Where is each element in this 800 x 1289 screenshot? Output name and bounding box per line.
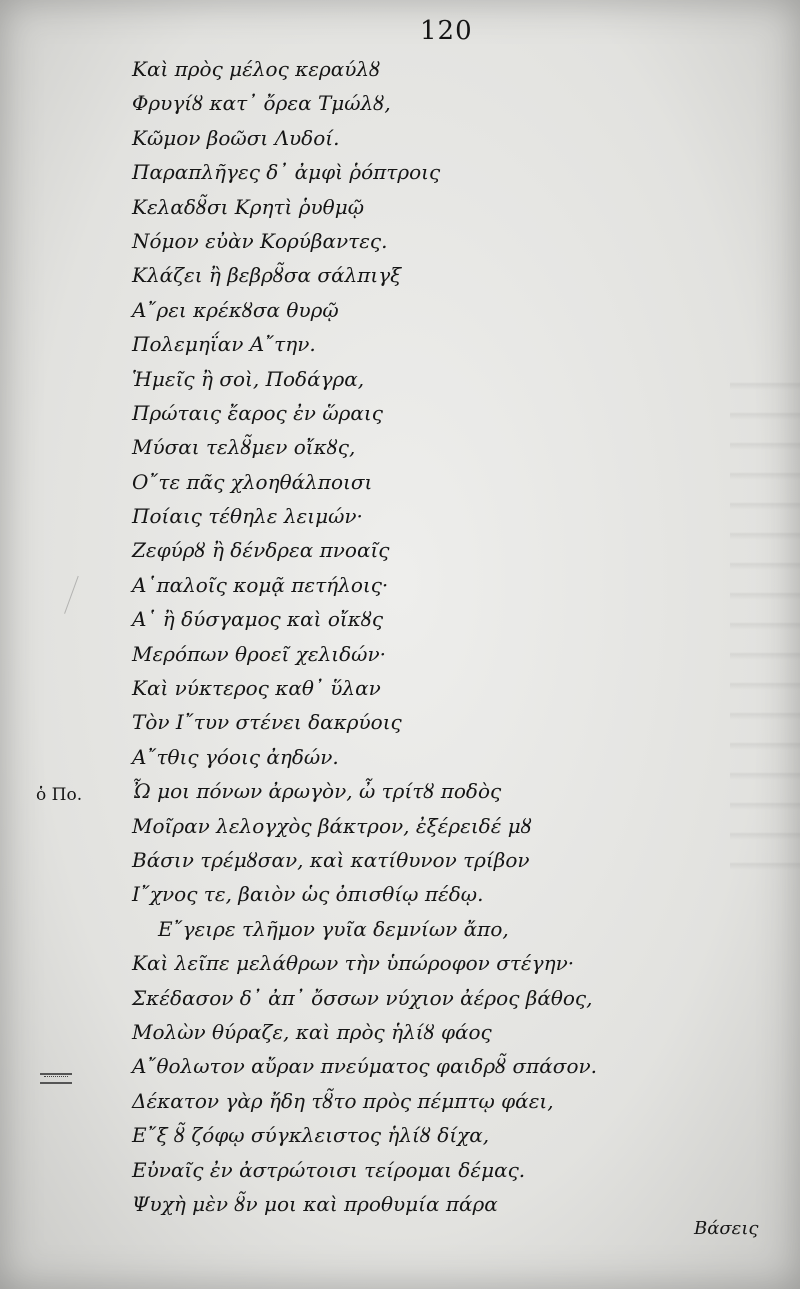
bleed-through-shadow (730, 360, 800, 880)
verse-line: Ψυχὴ μὲν ȣ̃ν μοι καὶ προθυμία πάρα (132, 1191, 498, 1216)
verse-line: Ε῎ξ ȣ̃ ζόφῳ σύγκλειστος ἡλίȣ δίχα, (132, 1123, 490, 1148)
verse-line: Καὶ νύκτερος καθ᾽ ὕλαν (132, 676, 381, 701)
verse-line: Ο῎τε πᾶς χλοηθάλποισι (132, 469, 373, 494)
speaker-label: ὁ Πο. (36, 785, 83, 805)
verse-line: Ζεφύρȣ ἢ δένδρεα πνοαῖς (132, 538, 390, 563)
catchword: Βάσεις (694, 1218, 759, 1239)
verse-line: Κελαδȣ̃σι Κρητὶ ῥυθμῷ (132, 194, 365, 219)
verse-line: Μύσαι τελȣ̃μεν οἴκȣς, (132, 435, 356, 460)
verse-line: Κλάζει ἢ βεβρȣ̃σα σάλπιγξ (132, 263, 402, 288)
verse-line: Α῎θολωτον αὔραν πνεύματος φαιδρȣ̃ σπάσον. (132, 1054, 597, 1079)
verse-line: Σκέδασον δ᾽ ἀπ᾽ ὄσσων νύχιον ἀέρος βάθος, (132, 985, 593, 1010)
verse-line: Δέκατον γὰρ ἤδη τȣ̃το πρὸς πέμπτῳ φάει, (132, 1088, 554, 1113)
verse-line: Α῾ ἢ δύσγαμος καὶ οἴκȣς (132, 607, 384, 632)
verse-line: Α῾παλοῖς κομᾷ πετήλοις· (132, 572, 389, 597)
verse-line: Α῎ρει κρέκȣσα θυρῷ (132, 297, 339, 322)
verse-line: Ὦ μοι πόνων ἀρωγὸν, ὦ τρίτȣ ποδὸς (132, 779, 502, 804)
verse-block (132, 52, 732, 1221)
verse-line: Τὸν Ι῎τυν στένει δακρύοις (132, 710, 402, 735)
verse-line: Καὶ πρὸς μέλος κεραύλȣ (132, 57, 381, 81)
verse-line: Φρυγίȣ κατ᾽ ὄρεα Τμώλȣ, (132, 91, 391, 116)
verse-line: Κῶμον βοῶσι Λυδοί. (132, 125, 340, 150)
verse-line: Πρώταις ἔαρος ἐν ὥραις (132, 400, 383, 425)
verse-line: Παραπλῆγες δ᾽ ἀμφὶ ῥόπτροις (132, 160, 441, 185)
page-number: 120 (420, 16, 473, 46)
verse-line: Μερόπων θροεῖ χελιδών· (132, 641, 386, 666)
verse-line: Ἡμεῖς ἢ σοὶ, Ποδάγρα, (132, 366, 365, 391)
verse-line: Εὐναῖς ἐν ἀστρώτοισι τείρομαι δέμας. (132, 1157, 526, 1182)
margin-mark-left (64, 576, 107, 624)
verse-line: Μοῖραν λελογχὸς βάκτρον, ἐξέρειδέ μȣ (132, 813, 532, 838)
verse-line: Ε῎γειρε τλῆμον γυῖα δεμνίων ἄπο, (158, 916, 509, 941)
verse-line: Ποίαις τέθηλε λειμών· (132, 504, 363, 529)
verse-line: Μολὼν θύραζε, καὶ πρὸς ἡλίȣ φάος (132, 1019, 492, 1044)
verse-line: Πολεμηΐαν Α῎την. (132, 332, 316, 357)
printer-ornament (40, 1073, 72, 1084)
verse-line: Καὶ λεῖπε μελάθρων τὴν ὑπώροφον στέγην· (132, 951, 575, 976)
verse-line: Ι῎χνος τε, βαιὸν ὡς ὀπισθίῳ πέδῳ. (132, 882, 484, 907)
verse-line: Α῎τθις γόοις ἀηδών. (132, 744, 339, 769)
verse-line: Νόμον εὐὰν Κορύβαντες. (132, 228, 388, 253)
verse-line: Βάσιν τρέμȣσαν, καὶ κατίθυνον τρίβον (132, 847, 530, 872)
